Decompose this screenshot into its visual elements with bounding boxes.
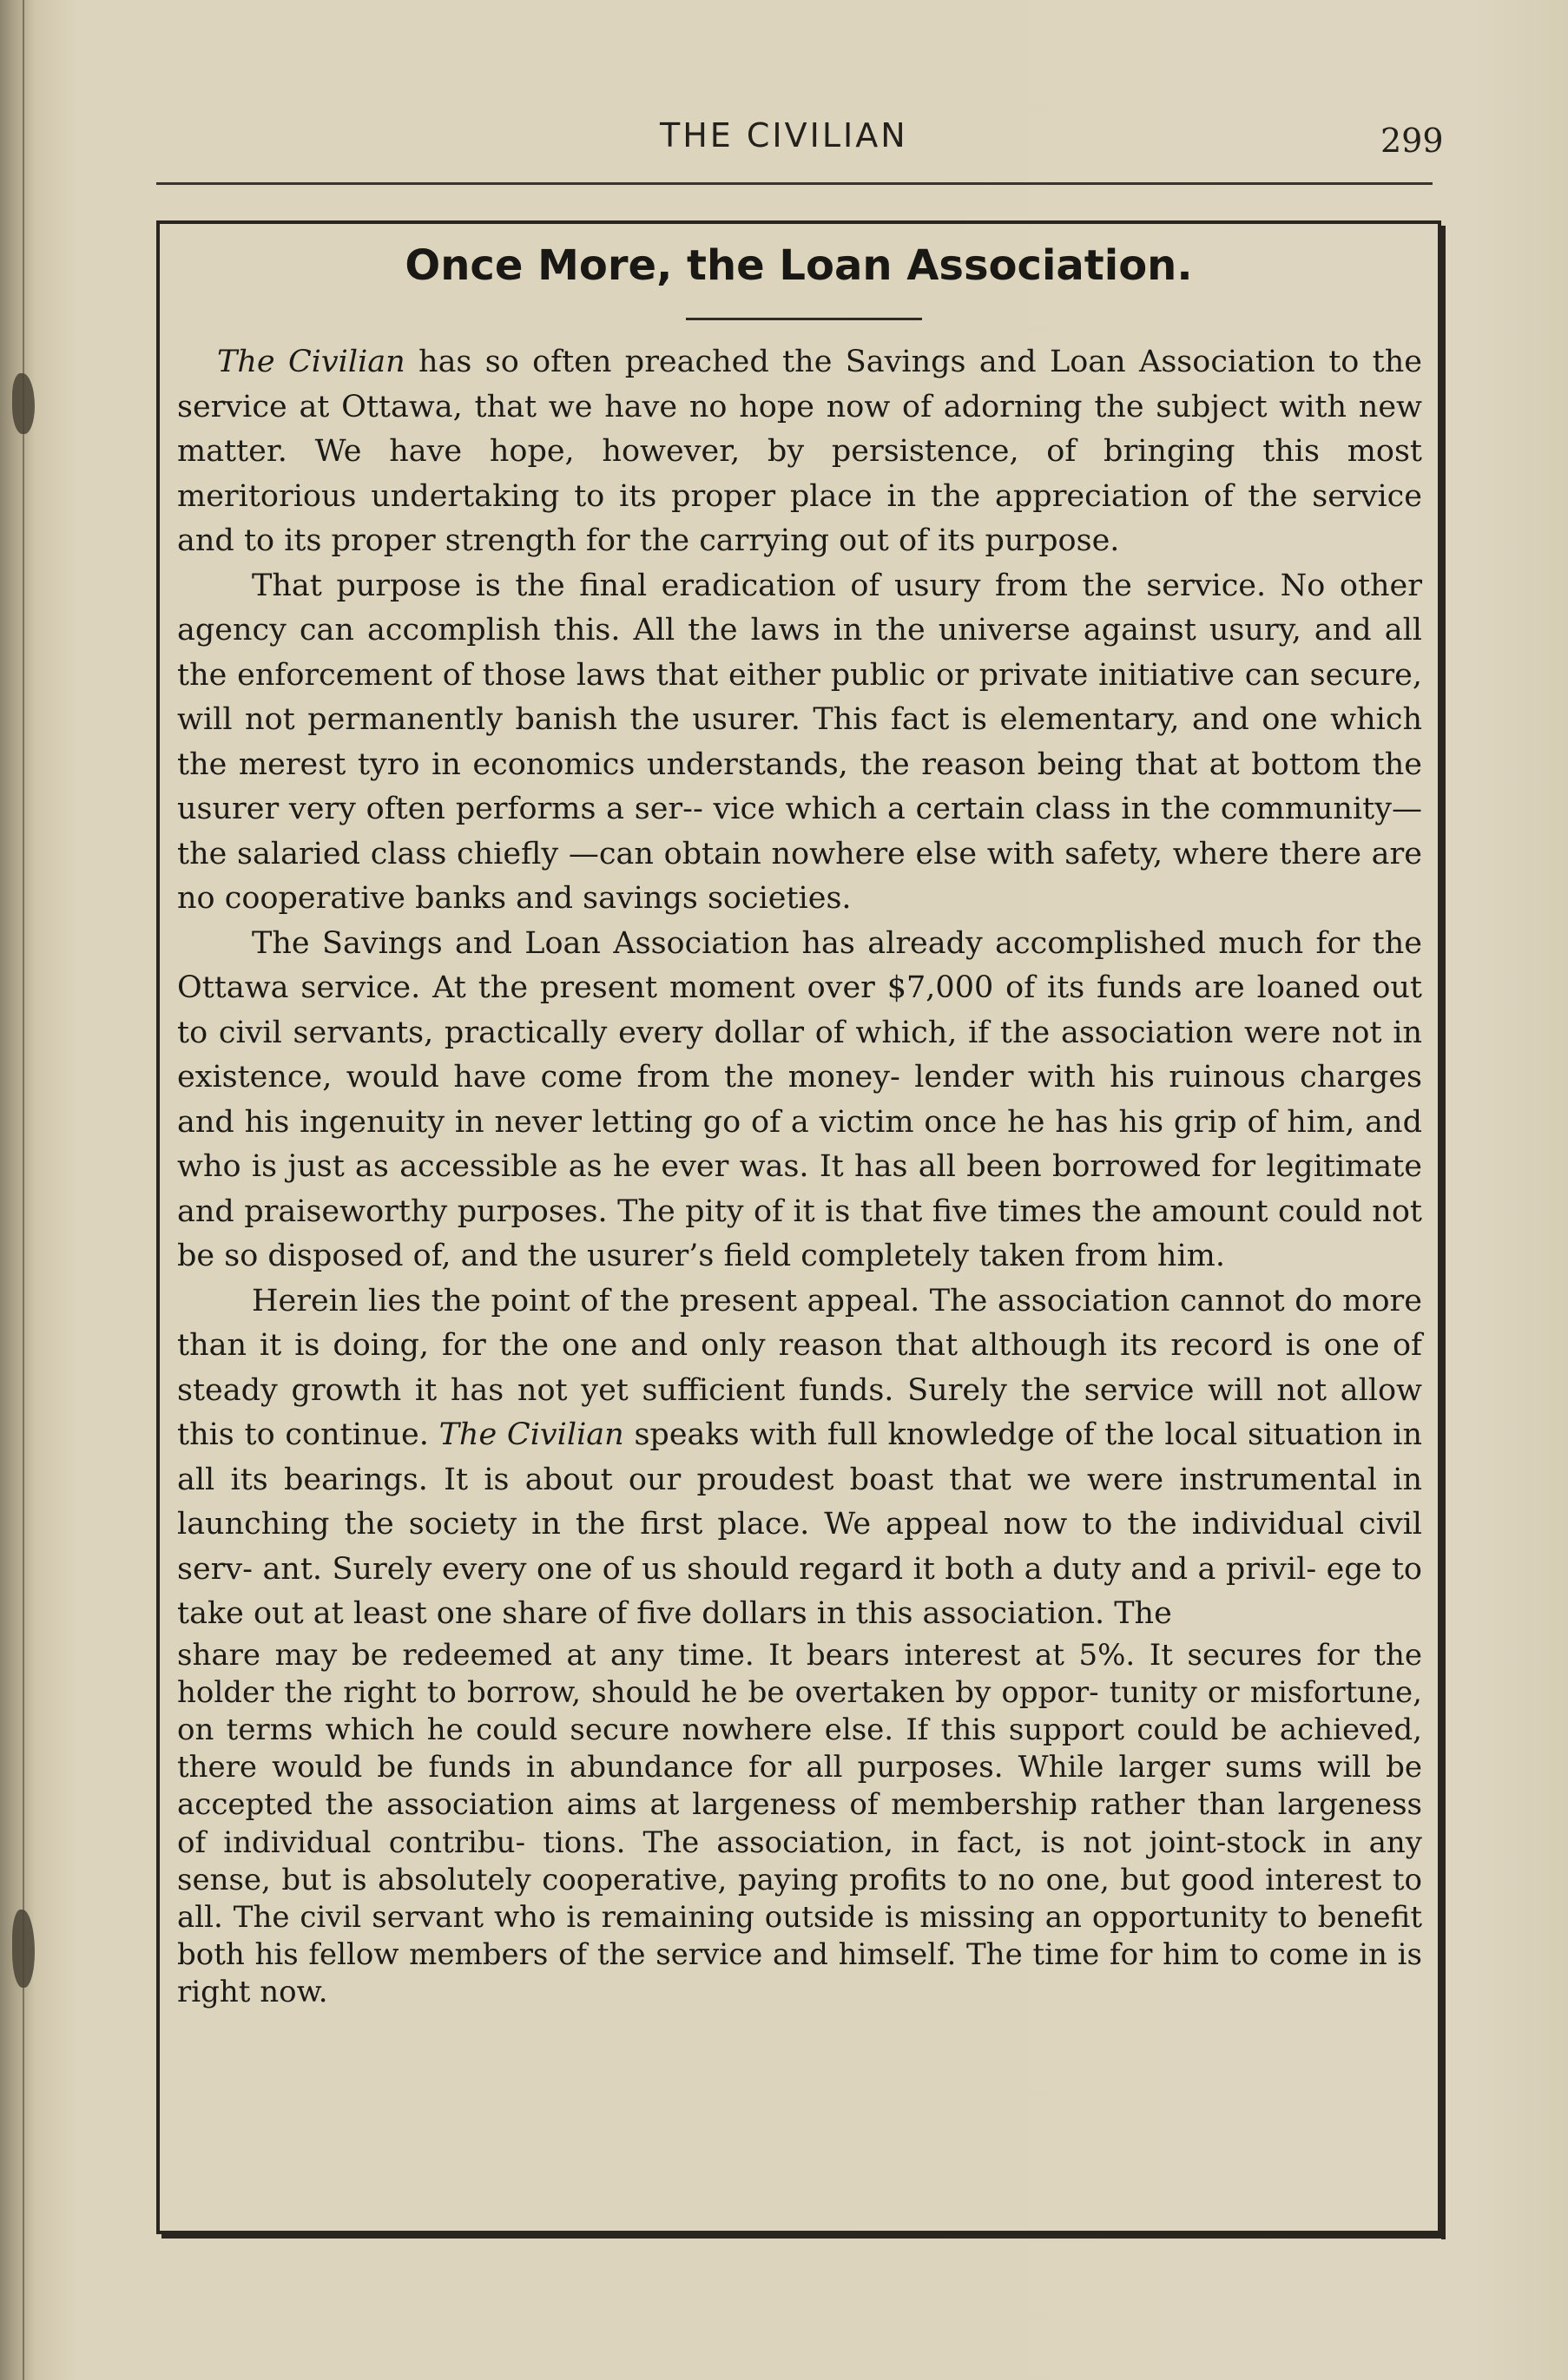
- article-title: Once More, the Loan Association.: [405, 241, 1193, 290]
- publication-name: The Civilian: [217, 345, 405, 379]
- paragraph-4-lower: [177, 1637, 1422, 2012]
- frame-shadow: [161, 2234, 1446, 2239]
- paragraph-4: [177, 1279, 1422, 1637]
- paragraph-4-text: Herein lies the point of the present appeal. The association cannot do more than it is doing, for the one and only reason that although its record is one of steady growth it has not yet sufficient funds. Surely the service will not allow this to continue.: [177, 1283, 1422, 1452]
- page-number: 299: [1380, 122, 1444, 160]
- frame-shadow: [1441, 226, 1446, 2239]
- title-rule: [686, 318, 922, 320]
- paragraph-1-text: has so often preached the Savings and Loan Association to the service at Ottawa, that we have no hope now of adorning the subject with new matter. We have hope, however, by persistence, of bringing this most meritorious undertaking to its proper place in the appreciation of the service and to its proper strength for the carrying out of its purpose.: [177, 345, 1422, 558]
- binding-gutter: [0, 0, 35, 2380]
- article-body: [177, 340, 1422, 2012]
- paragraph-2: That purpose is the final eradication of usury from the service. No other agency can accomplish this. All the laws in the universe against usury, and all the enforcement of those laws that either public or private initiative can secure, will not permanently banish the usurer. This fact is elementary, and one which the merest tyro in economics understands, the reason being that at bottom the usurer very often performs a ser-- vice which a certain class in the community—the salaried class chiefly —can obtain nowhere else with safety, where there are no cooperative banks and savings societies.: [177, 568, 1422, 916]
- paragraph-4-continuation: share may be redeemed at any time. It bears interest at 5%. It secures for the holder the right to borrow, should he be overtaken by oppor- tunity or misfortune, on terms which he could secure nowhere else. If this support could be achieved, there would be funds in abundance for all purposes. While larger sums will be accepted the association aims at largeness of membership rather than largeness of individual contribu- tions. The association, in fact, is not joint-stock in any sense, but is absolutely cooperative, paying profits to no one, but good interest to all. The civil servant who is remaining outside is missing an opportunity to benefit both his fellow members of the service and himself. The time for him to come in is right now.: [177, 1637, 1422, 2010]
- running-header: [0, 116, 1568, 160]
- binding-edge: [23, 0, 24, 2380]
- header-rule: [156, 182, 1433, 185]
- running-title: THE CIVILIAN: [660, 116, 908, 155]
- paragraph-4-text-continued: speaks with full knowledge of the local situation in all its bearings. It is about our proudest boast that we were instrumental in launching the society in the first place. We appeal now to the individual civil serv- ant. Surely every one of us should regard it both a duty and a privil- ege to take out at least one share of five dollars in this association. The: [177, 1417, 1423, 1631]
- paragraph-1: [177, 340, 1422, 564]
- paragraph-3: The Savings and Loan Association has already accomplished much for the Ottawa service. At the present moment over $7,000 of its funds are loaned out to civil servants, practically every dollar of which, if the association were not in existence, would have come from the money- lender with his ruinous charges and his ingenuity in never letting go of a victim once he has his grip of him, and who is just as accessible as he ever was. It has all been borrowed for legitimate and praiseworthy purposes. The pity of it is that five times the amount could not be so disposed of, and the usurer’s field completely taken from him.: [177, 925, 1422, 1273]
- publication-name: The Civilian: [438, 1417, 624, 1452]
